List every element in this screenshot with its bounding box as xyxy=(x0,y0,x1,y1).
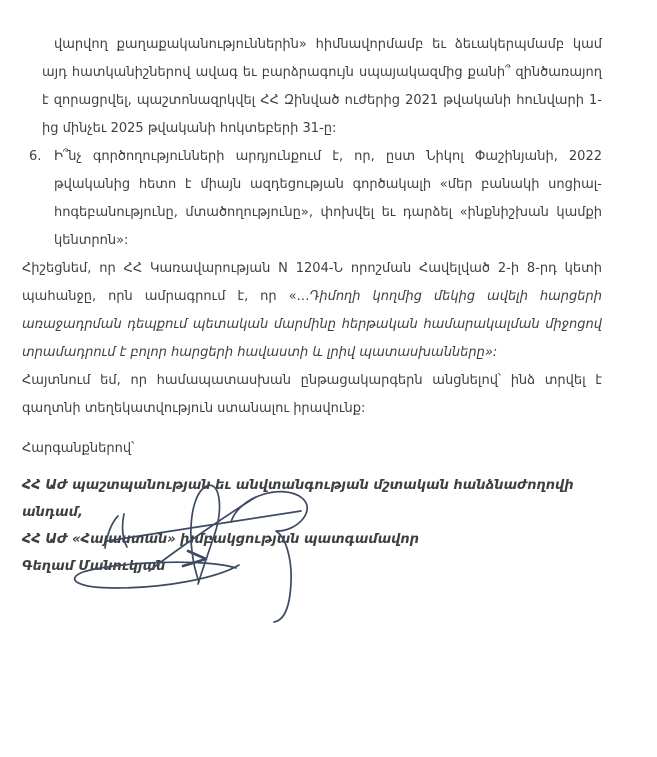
signer-role-line-1: ՀՀ ԱԺ պաշտպանության եւ անվտանգության մշտական հանձնաժողովի անդամ, xyxy=(22,478,574,520)
signer-name: Գեղամ Մանուկյան xyxy=(22,559,166,574)
list-item-6 xyxy=(29,143,602,255)
signer-role-line-2: ՀՀ ԱԺ «Հայաստան» խմբակցության պատգամավոր xyxy=(22,532,419,547)
paragraph-statement: Հայտնում եմ, որ համապատասխան ընթացակարգերն անցնելով՝ ինձ տրվել է գաղտնի տեղեկատվություն ստանալու իրավունք: xyxy=(22,373,602,416)
closing-block xyxy=(22,472,602,580)
list-item-number: 6. xyxy=(29,149,42,164)
reminder-lead: Հիշեցնեմ, որ ՀՀ Կառավարության N 1204-Ն որոշման Հավելված 2-ի 8-րդ կետի պահանջը, որն ամրագրում է, որ «… xyxy=(22,261,602,304)
paragraph-continuation: վարվող քաղաքականություններին» հիմնավորմամբ եւ ձեւակերպմամբ կամ այդ հատկանիշներով ավագ եւ բարձրագույն սպայակազմից քանի՞ զինծառայող է զորացրվել, պաշտոնազրկվել ՀՀ Զինված ուժերից 2021 թվականի հունվարի 1-ից մինչեւ 2025 թվականի հոկտեբերի 31-ը: xyxy=(42,37,602,136)
reminder-quote: Դիմողի կողմից մեկից ավելի հարցերի առաջադրման դեպքում պետական մարմինը հերթական համարակալման միջոցով տրամադրում է բոլոր հարցերի հավաստի և լրիվ պատասխանները xyxy=(22,289,603,360)
list-item-text: Ի՞նչ գործողությունների արդյունքում է, որ, ըստ Նիկոլ Փաշինյանի, 2022 թվականից հետո է միայն ազդեցության գործակալի «մեր բանակի սոցիալ-հոգեբանությունը, մտածողությունը», փոխվել եւ դարձել «ինքնիշխան կամքի կենտրոն»: xyxy=(54,149,602,248)
paragraph-reminder xyxy=(22,255,602,367)
reminder-quote-close: »: xyxy=(484,345,498,360)
salutation: Հարգանքներով՝ xyxy=(22,441,135,456)
